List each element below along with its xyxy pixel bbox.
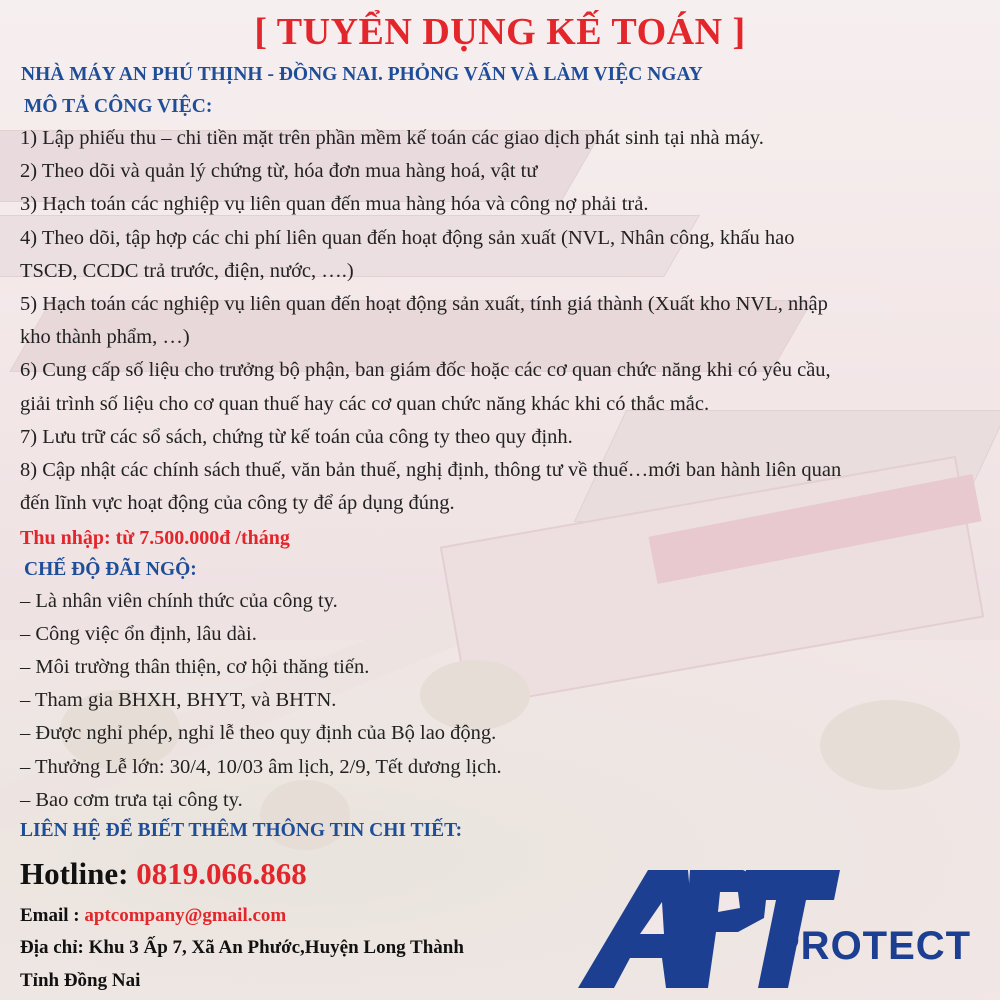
job-line: 7) Lưu trữ các sổ sách, chứng từ kế toán của công ty theo quy định.: [20, 426, 573, 448]
logo-word: PROTECT: [773, 924, 972, 968]
benefits-heading: CHẾ ĐỘ ĐÃI NGỘ:: [24, 559, 197, 580]
address-line: Địa chỉ: Khu 3 Ấp 7, Xã An Phước,Huyện Long Thành: [20, 937, 464, 958]
benefit-line: – Thưởng Lễ lớn: 30/4, 10/03 âm lịch, 2/9, Tết dương lịch.: [20, 756, 502, 778]
job-line: 4) Theo dõi, tập hợp các chi phí liên quan đến hoạt động sản xuất (NVL, Nhân công, khấu hao: [20, 227, 795, 249]
email-address[interactable]: aptcompany@gmail.com: [84, 905, 287, 926]
job-line: 3) Hạch toán các nghiệp vụ liên quan đến mua hàng hóa và công nợ phải trả.: [20, 193, 649, 215]
job-line: 5) Hạch toán các nghiệp vụ liên quan đến hoạt động sản xuất, tính giá thành (Xuất kho NVL, nhập: [20, 293, 828, 315]
email: [20, 905, 286, 927]
job-line: 2) Theo dõi và quản lý chứng từ, hóa đơn mua hàng hoá, vật tư: [20, 160, 538, 182]
hotline: [20, 856, 307, 892]
job-description-heading: MÔ TẢ CÔNG VIỆC:: [24, 96, 213, 117]
benefit-line: – Công việc ổn định, lâu dài.: [20, 623, 257, 645]
hotline-number[interactable]: 0819.066.868: [136, 856, 307, 891]
job-line: giải trình số liệu cho cơ quan thuế hay các cơ quan chức năng khác khi có thắc mắc.: [20, 393, 710, 415]
hotline-label: Hotline:: [20, 856, 137, 891]
job-line: đến lĩnh vực hoạt động của công ty để áp dụng đúng.: [20, 492, 455, 514]
benefit-line: – Là nhân viên chính thức của công ty.: [20, 590, 338, 612]
benefit-line: – Bao cơm trưa tại công ty.: [20, 789, 243, 811]
job-line: 6) Cung cấp số liệu cho trưởng bộ phận, ban giám đốc hoặc các cơ quan chức năng khi có yêu cầu,: [20, 359, 831, 381]
job-line: 8) Cập nhật các chính sách thuế, văn bản thuế, nghị định, thông tư về thuế…mới ban hành liên quan: [20, 459, 842, 481]
income-text: Thu nhập: từ 7.500.000đ /tháng: [20, 527, 290, 549]
benefit-line: – Tham gia BHXH, BHYT, và BHTN.: [20, 689, 337, 711]
address-line: Tỉnh Đồng Nai: [20, 970, 141, 991]
email-label: Email :: [20, 905, 85, 926]
benefit-line: – Được nghỉ phép, nghỉ lễ theo quy định của Bộ lao động.: [20, 722, 497, 744]
factory-subtitle: NHÀ MÁY AN PHÚ THỊNH - ĐỒNG NAI. PHỎNG VẤN VÀ LÀM VIỆC NGAY: [21, 64, 703, 85]
page-title: [ TUYỂN DỤNG KẾ TOÁN ]: [254, 11, 746, 53]
job-line: TSCĐ, CCDC trả trước, điện, nước, ….): [20, 260, 354, 282]
job-line: 1) Lập phiếu thu – chi tiền mặt trên phần mềm kế toán các giao dịch phát sinh tại nhà máy.: [20, 127, 764, 149]
contact-heading: LIÊN HỆ ĐỂ BIẾT THÊM THÔNG TIN CHI TIẾT:: [20, 820, 463, 841]
job-line: kho thành phẩm, …): [20, 326, 190, 348]
apt-protect-logo: [578, 860, 978, 990]
benefit-line: – Môi trường thân thiện, cơ hội thăng tiến.: [20, 656, 370, 678]
